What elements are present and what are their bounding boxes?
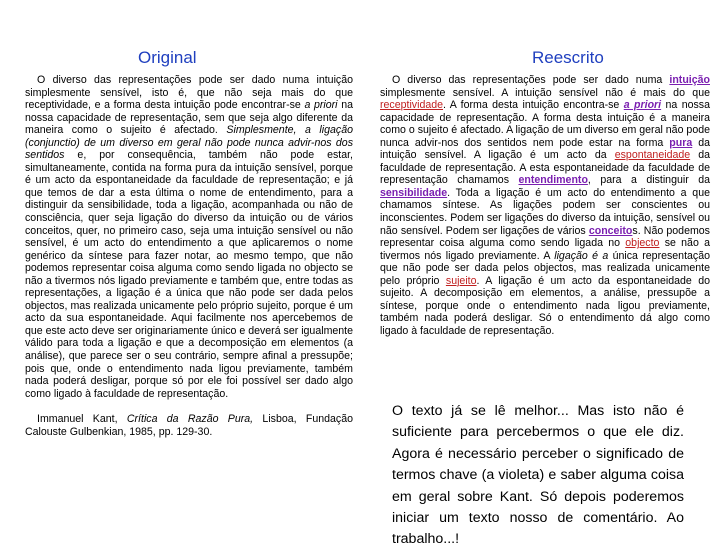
source-publisher: Lisboa, Fundação Calouste Gulbenkian, 1985, pp. 129-30. [25, 413, 353, 438]
rewritten-text-part: simplesmente sensível. A intuição sensível não é mais do que [380, 86, 710, 99]
rewritten-text-part: , para a distinguir da [587, 174, 710, 187]
rewritten-title: Reescrito [532, 48, 604, 67]
rewritten-text-part: única representação que não pode ser dada pelos objectos, mas realizada unicamente pelo próprio [380, 249, 710, 287]
original-title: Original [138, 48, 197, 67]
rewritten-text-part: na nossa capacidade de representação. A forma desta intuição é a maneira como o sujeito é afectado. A ligação de um diverso em geral não pode nunca advir-nos dos sentidos nem pode estar na forma [380, 99, 710, 149]
source-title: Crítica da Razão Pura, [126, 413, 254, 426]
keyword-sensibilidade: sensibilidade [380, 186, 448, 199]
commentary-text: O texto já se lê melhor... Mas isto não é suficiente para percebermos o que ele diz. Agora é necessário perceber o significado de termos chave (a violeta) e saber alguma coisa em geral sobre Kant. Só depois poderemos iniciar um texto nosso de comentário. Ao trabalho...! [392, 403, 684, 548]
rewritten-text-part: . Toda a ligação é um acto do entendimento a que chamamos síntese. As ligações podem ser conscientes ou inconscientes. Podem ser ligações do diverso da intuição, sensível ou não sensível. Podem ser ligações de vários [380, 186, 710, 237]
original-text-column [25, 74, 353, 438]
original-text-part: na nossa capacidade de representação, sem que seja algo diferente da maneira como o sujeito é afectado. [25, 99, 353, 137]
keyword-a-priori: a priori [623, 99, 662, 112]
rewritten-text-part: se não a tivermos nós ligado previamente. A [380, 237, 710, 262]
rewritten-text-part: . A forma desta intuição encontra-se [443, 99, 620, 112]
rewritten-text-part: . A ligação é um acto da espontaneidade do sujeito. A decomposição em elementos, a análise, pressupõe a síntese, porque onde o entendimento nada ligou previamente, também nada poderá desligar. Só o entendimento dá algo como ligado à faculdade de representação. [380, 274, 710, 337]
rewritten-text-column [380, 74, 710, 337]
original-paragraph [25, 74, 353, 400]
original-text-part: e, por consequência, também não pode estar, simultaneamente, contida na forma pura da intuição sensível, porque é um acto da espontaneidade da faculdade de representação; e já que temos de dar a esta última o nome de entendimento, para a distinguir da sensibilidade, toda a ligação, acompanhada ou não de consciência, quer seja ligação do diverso da intuição ou de vários conceitos, quer, no primeiro caso, seja uma intuição sensível ou não sensível, é um acto do entendimento a que aplicaremos o nome genérico da síntese para fazer notar, ao mesmo tempo, que não podemos representar coisa alguma como sendo ligada no objecto se não a tivermos nós ligado previamente e também que, entre todas as representações, a ligação é a única que não pode ser dada pelos objectos, mas realizada unicamente pelo próprio sujeito, porque é um acto da sua espontaneidade. Aqui facilmente nos apercebemos de que este acto deve ser originariamente único e deverá ser igualmente válido para toda a ligação e que a decomposição em elementos (a análise), que parece ser o seu contrário, sempre afinal a pressupõe; pois que, onde o entendimento nada ligou previamente, também nada poderá desligar, porque só por ele foi possível ser dado algo como ligado à faculdade de representação. [25, 149, 354, 400]
keyword-receptividade: receptividade [380, 99, 444, 112]
source-author: Immanuel Kant, [37, 413, 118, 426]
rewritten-emphasis: ligação é a [554, 249, 609, 262]
keyword-intuicao: intuição [669, 74, 710, 86]
original-emphasis: Simplesmente, a ligação (conjunctio) de um diverso em geral não pode nunca advir-nos dos sentidos [25, 124, 354, 162]
keyword-objecto: objecto [625, 237, 660, 250]
rewritten-text-part: da faculdade de representação. A esta espontaneidade da faculdade de representação chamamos [380, 149, 711, 187]
keyword-espontaneidade: espontaneidade [614, 149, 691, 162]
rewritten-text-part: s. Não podemos representar coisa alguma como sendo ligada no [380, 224, 710, 250]
original-source [25, 413, 353, 438]
keyword-pura: pura [669, 136, 693, 149]
rewritten-text-part: O diverso das representações pode ser dado numa [392, 74, 663, 86]
original-emphasis: a priori [304, 99, 338, 112]
keyword-sujeito: sujeito [445, 274, 477, 287]
rewritten-paragraph [380, 74, 710, 337]
commentary-note [392, 401, 684, 551]
original-text-part: O diverso das representações pode ser dado numa intuição simplesmente sensível, isto é, que não seja mais do que receptividade, e a forma desta intuição pode encontrar-se [25, 74, 353, 112]
rewritten-text-part: da intuição sensível. A ligação é um acto da [380, 136, 710, 162]
keyword-entendimento: entendimento [518, 174, 588, 187]
keyword-conceito: conceito [588, 224, 633, 237]
